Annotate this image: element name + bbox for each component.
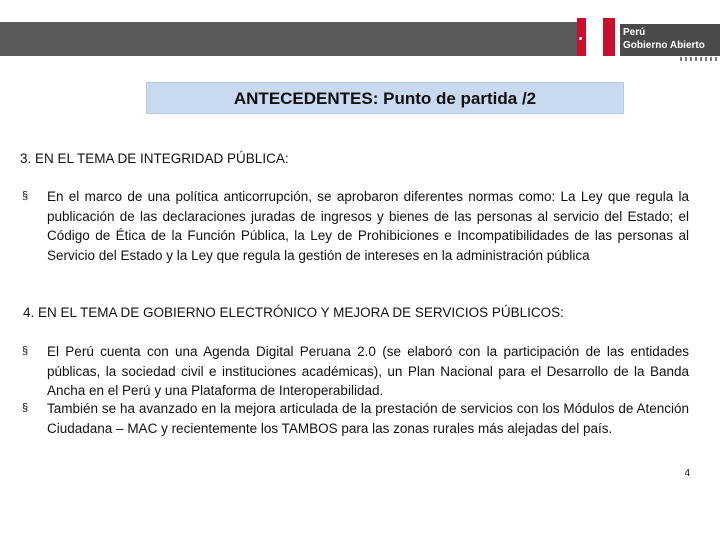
bullet-marker: § <box>22 402 29 414</box>
page-number: 4 <box>684 468 690 479</box>
section-3-heading: 3. EN EL TEMA DE INTEGRIDAD PÚBLICA: <box>20 151 289 166</box>
section-4-heading: 4. EN EL TEMA DE GOBIERNO ELECTRÓNICO Y MEJORA DE SERVICIOS PÚBLICOS: <box>23 305 564 320</box>
logo-dot <box>579 37 582 40</box>
slide-title: ANTECEDENTES: Punto de partida /2 <box>146 82 624 114</box>
logo-red-bar <box>603 18 615 56</box>
bullet-marker: § <box>22 345 29 357</box>
section-4-paragraph-1: El Perú cuenta con una Agenda Digital Peruana 2.0 (se elaboró con la participación de las entidades públicas, la sociedad civil e instituciones académicas), un Plan Nacional para el Desarrollo de la Banda Ancha en el Perú y una Plataforma de Interoperabilidad. <box>47 344 689 398</box>
logo-text <box>620 24 720 56</box>
bullet-marker: § <box>22 190 29 202</box>
logo-line-2: Gobierno Abierto <box>623 40 705 51</box>
section-3-paragraph: En el marco de una política anticorrupción, se aprobaron diferentes normas como: La Ley que regula la publicación de las declaraciones juradas de ingresos y bienes de las personas al servicio del Estado; el Código de Ética de la Función Pública, la Ley de Prohibiciones e Incompatibilidades de las personas al Servicio del Estado y la Ley que regula la gestión de intereses en la administración pública <box>47 189 689 263</box>
section-4-paragraph-2: También se ha avanzado en la mejora articulada de la prestación de servicios con los Módulos de Atención Ciudadana – MAC y recientemente los TAMBOS para las zonas rurales más alejadas del país. <box>47 401 689 436</box>
logo-stripes <box>680 57 720 61</box>
logo-line-1: Perú <box>623 27 646 38</box>
